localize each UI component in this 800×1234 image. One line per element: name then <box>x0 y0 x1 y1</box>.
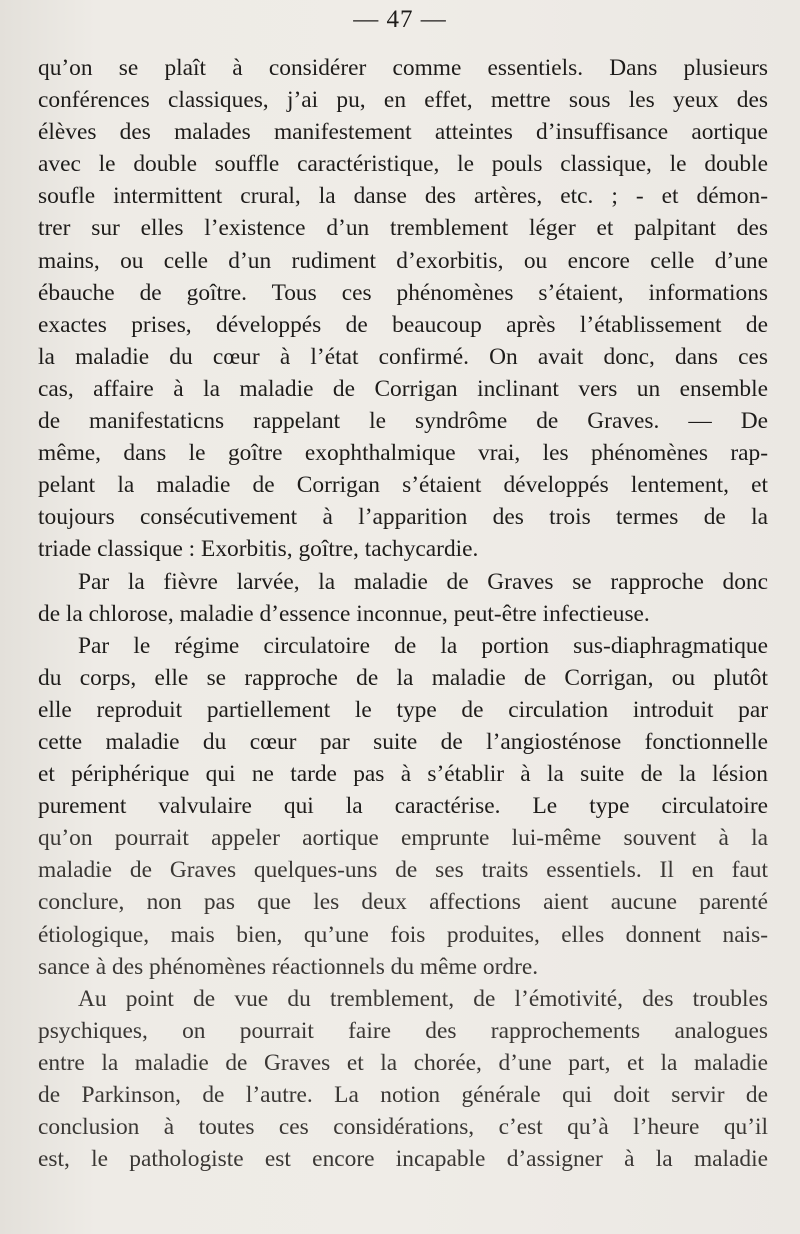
text-line: Au point de vue du tremblement, de l’émotivité, des troubles <box>78 985 768 1012</box>
text-line: toujours consécutivement à l’apparition des trois termes de la <box>38 504 768 531</box>
text-line: elle reproduit partiellement le type de circulation introduit par <box>38 696 768 723</box>
text-line: est, le pathologiste est encore incapable d’assigner à la maladie <box>38 1146 768 1173</box>
text-line: conclure, non pas que les deux affections aient aucune parenté <box>38 889 768 916</box>
text-line: même, dans le goître exophthalmique vrai, les phénomènes rap- <box>38 440 768 467</box>
text-line: soufle intermittent crural, la danse des artères, etc. ; - et démon- <box>38 183 768 210</box>
text-line: maladie de Graves quelques-uns de ses traits essentiels. Il en faut <box>38 857 768 884</box>
text-line: purement valvulaire qui la caractérise. Le type circulatoire <box>38 793 768 820</box>
text-line: élèves des malades manifestement atteintes d’insuffisance aortique <box>38 119 768 146</box>
text-line: ébauche de goître. Tous ces phénomènes s’étaient, informations <box>38 279 768 306</box>
text-line: conclusion à toutes ces considérations, c’est qu’à l’heure qu’il <box>38 1114 768 1141</box>
page-number: — 47 — <box>353 6 447 33</box>
text-line: entre la maladie de Graves et la chorée, d’une part, et la maladie <box>38 1049 768 1076</box>
text-line: pelant la maladie de Corrigan s’étaient développés lentement, et <box>38 472 768 499</box>
text-line: de Parkinson, de l’autre. La notion générale qui doit servir de <box>38 1082 768 1108</box>
text-line: cette maladie du cœur par suite de l’angiosténose fonctionnelle <box>38 728 768 755</box>
text-line: la maladie du cœur à l’état confirmé. On avait donc, dans ces <box>38 343 768 370</box>
text-line: psychiques, on pourrait faire des rapprochements analogues <box>38 1017 768 1044</box>
text-line: du corps, elle se rapproche de la maladie de Corrigan, ou plutôt <box>38 664 768 691</box>
text-line: Par le régime circulatoire de la portion sus-diaphragmatique <box>78 632 768 659</box>
text-line: mains, ou celle d’un rudiment d’exorbitis, ou encore celle d’une <box>38 247 768 274</box>
text-line: avec le double souffle caractéristique, le pouls classique, le double <box>38 151 768 178</box>
text-line: triade classique : Exorbitis, goître, tachycardie. <box>38 536 479 563</box>
text-line: exactes prises, développés de beaucoup après l’établissement de <box>38 311 768 338</box>
text-line: sance à des phénomènes réactionnels du même ordre. <box>38 953 539 980</box>
text-line: qu’on pourrait appeler aortique emprunte lui-même souvent à la <box>38 825 768 852</box>
text-line: étiologique, mais bien, qu’une fois produites, elles donnent nais- <box>38 921 768 948</box>
text-line: qu’on se plaît à considérer comme essentiels. Dans plusieurs <box>38 55 768 81</box>
text-line: Par la fièvre larvée, la maladie de Graves se rapproche donc <box>78 568 768 595</box>
text-line: et périphérique qui ne tarde pas à s’établir à la suite de la lésion <box>38 761 768 788</box>
text-line: cas, affaire à la maladie de Corrigan inclinant vers un ensemble <box>38 375 768 402</box>
text-line: de la chlorose, maladie d’essence inconnue, peut-être infectieuse. <box>38 600 650 627</box>
text-line: trer sur elles l’existence d’un tremblement léger et palpitant des <box>38 215 768 242</box>
text-line: conférences classiques, j’ai pu, en effet, mettre sous les yeux des <box>38 87 768 114</box>
text-line: de manifestaticns rappelant le syndrôme de Graves. — De <box>38 408 768 435</box>
body-text <box>38 52 768 1175</box>
